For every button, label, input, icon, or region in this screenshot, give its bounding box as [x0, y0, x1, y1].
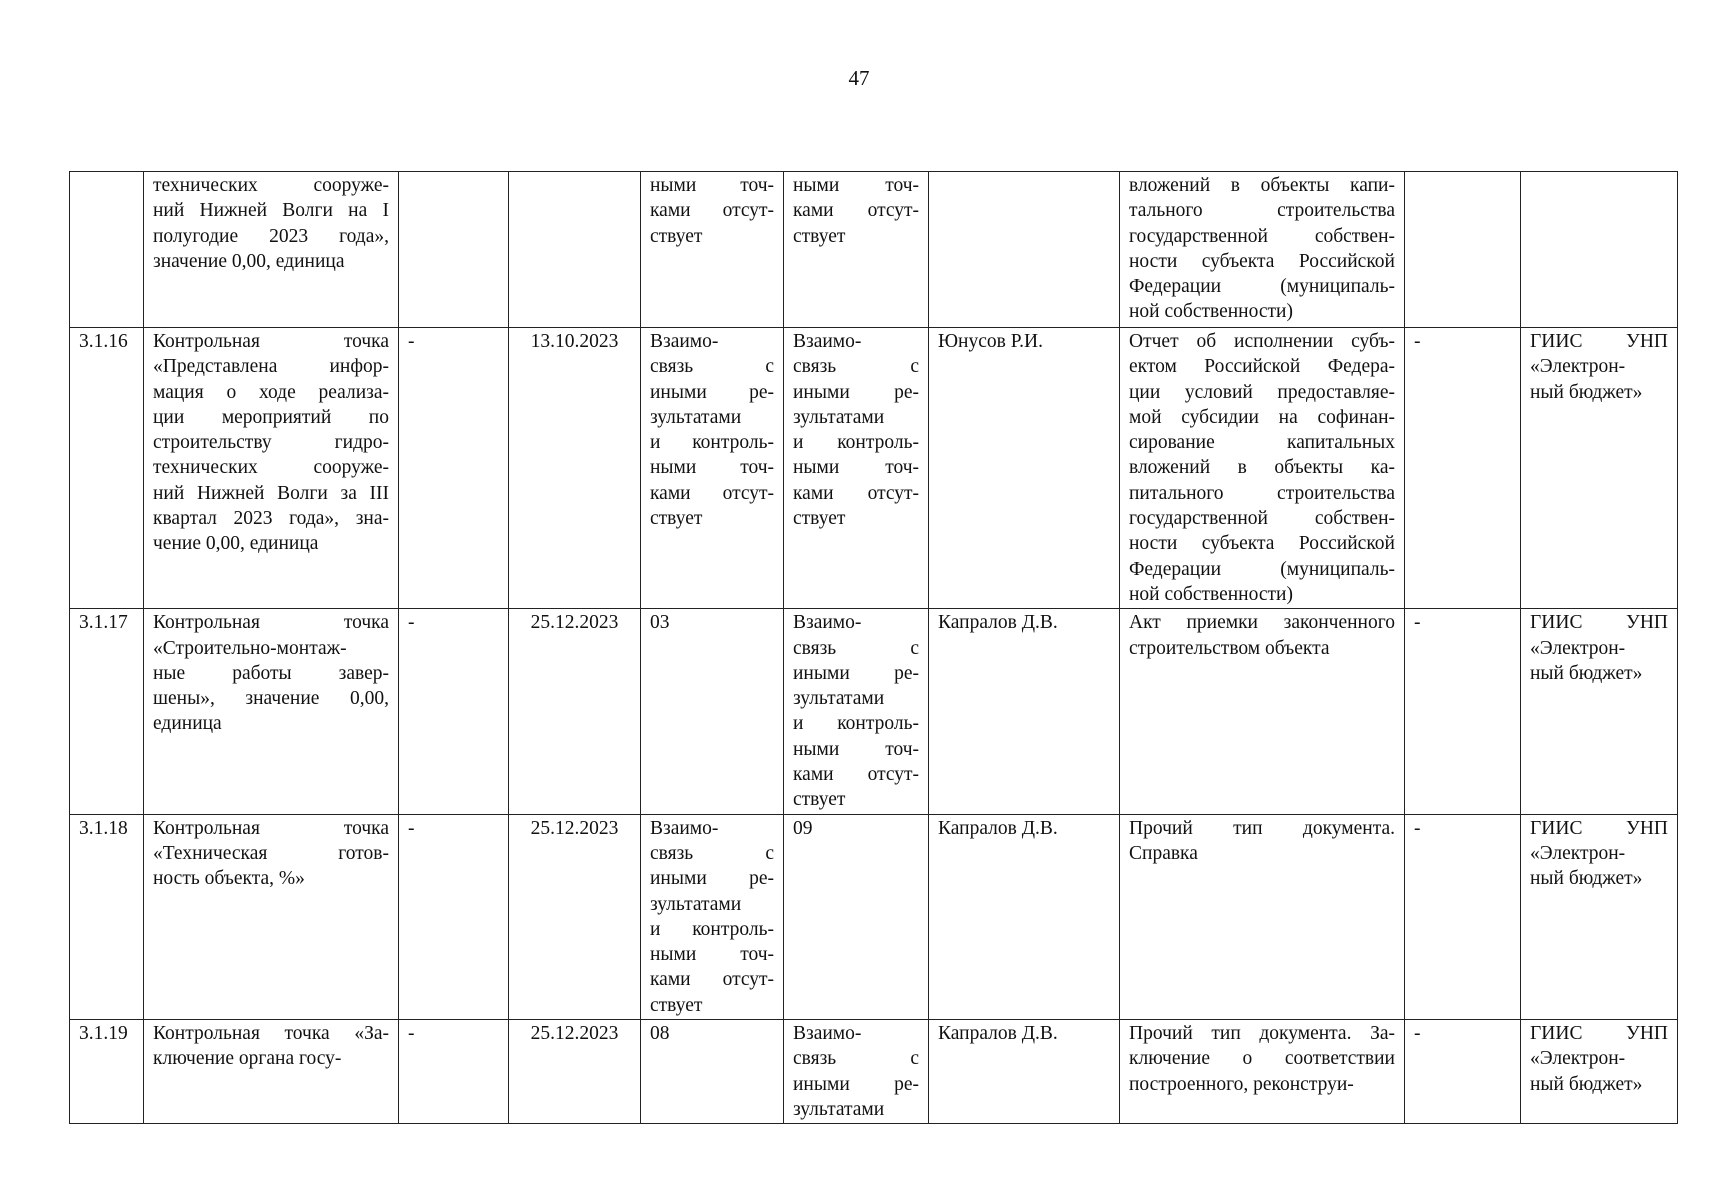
responsible-person: Капралов Д.В.: [929, 1020, 1120, 1124]
row-number: [70, 172, 144, 328]
information-system-line: «Электрон-: [1530, 356, 1626, 378]
predecessor-link-line: и контроль-: [650, 918, 774, 940]
predecessor-link: [641, 814, 784, 1019]
control-point-title-line: «Представлена инфор-: [153, 356, 389, 378]
confirming-document-line: строительством объекта: [1129, 637, 1330, 659]
successor-link-line: зультатами: [793, 688, 885, 710]
control-point-title-line: Контрольная точка «За-: [153, 1023, 389, 1045]
table-row: [70, 1020, 1678, 1124]
confirming-document-line: государственной собствен-: [1129, 225, 1395, 247]
base-value: [399, 172, 509, 328]
information-system-line: «Электрон-: [1530, 637, 1626, 659]
confirming-document-line: Прочий тип документа. За-: [1129, 1023, 1395, 1045]
predecessor-link-line: иными ре-: [650, 381, 774, 403]
row-number: 3.1.18: [70, 814, 144, 1019]
successor-link-line: ствует: [793, 225, 846, 247]
control-point-title-line: Контрольная точка: [153, 612, 389, 634]
due-date: 25.12.2023: [509, 609, 641, 814]
responsible-person: [929, 172, 1120, 328]
row-number: 3.1.19: [70, 1020, 144, 1124]
control-point-title-line: технических сооруже-: [153, 457, 389, 479]
table-body: [70, 172, 1678, 1124]
successor-link-line: Взаимо-: [793, 1023, 862, 1045]
confirming-document-line: Отчет об исполнении субъ-: [1129, 331, 1395, 352]
confirming-document-line: тального строительства: [1129, 200, 1395, 222]
confirming-document-line: ности субъекта Российской: [1129, 533, 1395, 555]
control-point-title-line: «Строительно-монтаж-: [153, 637, 347, 659]
successor-link-line: 09: [793, 817, 813, 839]
information-system-line: «Электрон-: [1530, 842, 1626, 864]
table-row: [70, 328, 1678, 609]
control-point-title: [144, 609, 399, 814]
information-system-line: ГИИС УНП: [1530, 331, 1668, 352]
confirming-document: [1120, 1020, 1405, 1124]
due-date: 25.12.2023: [509, 814, 641, 1019]
table-row: [70, 814, 1678, 1019]
confirming-document-line: ности субъекта Российской: [1129, 250, 1395, 272]
successor-link: [784, 172, 929, 328]
information-system-line: ГИИС УНП: [1530, 817, 1668, 839]
successor-link-line: ствует: [793, 789, 846, 811]
extra-value: [1405, 172, 1521, 328]
confirming-document-line: ной собственности): [1129, 301, 1293, 323]
control-point-title: [144, 328, 399, 609]
successor-link-line: ками отсут-: [793, 482, 919, 504]
confirming-document: [1120, 328, 1405, 609]
successor-link-line: ками отсут-: [793, 764, 919, 786]
information-system-line: «Электрон-: [1530, 1048, 1626, 1070]
control-point-title-line: значение 0,00, единица: [153, 250, 345, 272]
predecessor-link-line: ками отсут-: [650, 482, 774, 504]
information-system-line: ГИИС УНП: [1530, 1023, 1668, 1045]
predecessor-link-line: ствует: [650, 508, 703, 530]
successor-link: [784, 609, 929, 814]
successor-link-line: связь с: [793, 1048, 919, 1070]
control-point-title-line: единица: [153, 713, 222, 735]
predecessor-link-line: связь с: [650, 356, 774, 378]
confirming-document-line: ции условий предоставляе-: [1129, 381, 1395, 403]
information-system: [1521, 814, 1678, 1019]
responsible-person: Юнусов Р.И.: [929, 328, 1120, 609]
confirming-document-line: государственной собствен-: [1129, 508, 1395, 530]
predecessor-link-line: Взаимо-: [650, 331, 719, 352]
predecessor-link: [641, 1020, 784, 1124]
row-number: 3.1.17: [70, 609, 144, 814]
confirming-document-line: вложений в объекты ка-: [1129, 457, 1395, 479]
predecessor-link-line: 03: [650, 612, 670, 634]
confirming-document: [1120, 172, 1405, 328]
responsible-person: Капралов Д.В.: [929, 609, 1120, 814]
successor-link-line: ками отсут-: [793, 200, 919, 222]
confirming-document: [1120, 814, 1405, 1019]
control-point-title: [144, 1020, 399, 1124]
control-point-title-line: шены», значение 0,00,: [153, 688, 389, 710]
predecessor-link-line: Взаимо-: [650, 817, 719, 839]
page-number: 47: [848, 66, 870, 90]
confirming-document-line: Прочий тип документа.: [1129, 817, 1395, 839]
information-system-line: ный бюджет»: [1530, 1073, 1643, 1095]
successor-link-line: иными ре-: [793, 662, 919, 684]
control-point-title-line: ний Нижней Волги на I: [153, 200, 389, 222]
successor-link-line: зультатами: [793, 406, 885, 428]
control-point-title-line: «Техническая готов-: [153, 842, 389, 864]
control-points-table: [69, 171, 1678, 1124]
control-point-title: [144, 814, 399, 1019]
control-point-title-line: строительству гидро-: [153, 432, 389, 454]
responsible-person: Капралов Д.В.: [929, 814, 1120, 1019]
successor-link: [784, 1020, 929, 1124]
control-point-title-line: полугодие 2023 года»,: [153, 225, 389, 247]
confirming-document-line: вложений в объекты капи-: [1129, 175, 1395, 196]
successor-link-line: ными точ-: [793, 738, 919, 760]
due-date: 25.12.2023: [509, 1020, 641, 1124]
confirming-document: [1120, 609, 1405, 814]
confirming-document-line: Федерации (муниципаль-: [1129, 276, 1395, 298]
confirming-document-line: сирование капитальных: [1129, 432, 1395, 454]
successor-link-line: Взаимо-: [793, 331, 862, 352]
successor-link: [784, 328, 929, 609]
extra-value: -: [1405, 814, 1521, 1019]
predecessor-link-line: и контроль-: [650, 432, 774, 454]
information-system-line: ГИИС УНП: [1530, 612, 1668, 634]
information-system-line: ный бюджет»: [1530, 662, 1643, 684]
information-system: [1521, 609, 1678, 814]
confirming-document-line: питального строительства: [1129, 482, 1395, 504]
successor-link-line: связь с: [793, 356, 919, 378]
extra-value: -: [1405, 328, 1521, 609]
information-system: [1521, 328, 1678, 609]
predecessor-link-line: 08: [650, 1023, 670, 1045]
successor-link-line: и контроль-: [793, 713, 919, 735]
confirming-document-line: ектом Российской Федера-: [1129, 356, 1395, 378]
base-value: -: [399, 328, 509, 609]
control-point-title-line: ции мероприятий по: [153, 406, 389, 428]
predecessor-link-line: зультатами: [650, 406, 742, 428]
predecessor-link-line: ными точ-: [650, 944, 774, 966]
control-point-title-line: квартал 2023 года», зна-: [153, 508, 389, 530]
confirming-document-line: Справка: [1129, 842, 1198, 864]
confirming-document-line: Федерации (муниципаль-: [1129, 558, 1395, 580]
predecessor-link-line: связь с: [650, 842, 774, 864]
predecessor-link-line: ствует: [650, 994, 703, 1016]
successor-link: [784, 814, 929, 1019]
successor-link-line: иными ре-: [793, 381, 919, 403]
control-point-title-line: чение 0,00, единица: [153, 533, 319, 555]
predecessor-link: [641, 609, 784, 814]
control-point-title: [144, 172, 399, 328]
extra-value: -: [1405, 1020, 1521, 1124]
information-system-line: ный бюджет»: [1530, 381, 1643, 403]
successor-link-line: ными точ-: [793, 457, 919, 479]
base-value: -: [399, 1020, 509, 1124]
confirming-document-line: мой субсидии на софинан-: [1129, 406, 1395, 428]
predecessor-link-line: иными ре-: [650, 868, 774, 890]
due-date: 13.10.2023: [509, 328, 641, 609]
successor-link-line: зультатами: [793, 1098, 885, 1120]
control-point-title-line: Контрольная точка: [153, 331, 389, 352]
predecessor-link-line: ствует: [650, 225, 703, 247]
table-row: [70, 609, 1678, 814]
control-point-title-line: ключение органа госу-: [153, 1048, 342, 1070]
control-point-title-line: Контрольная точка: [153, 817, 389, 839]
predecessor-link-line: ными точ-: [650, 457, 774, 479]
base-value: -: [399, 609, 509, 814]
base-value: -: [399, 814, 509, 1019]
confirming-document-line: построенного, реконструи-: [1129, 1073, 1354, 1095]
control-point-title-line: технических сооруже-: [153, 175, 389, 196]
row-number: 3.1.16: [70, 328, 144, 609]
information-system-line: ный бюджет»: [1530, 868, 1643, 890]
extra-value: -: [1405, 609, 1521, 814]
information-system: [1521, 1020, 1678, 1124]
control-point-title-line: ний Нижней Волги за III: [153, 482, 389, 504]
control-point-title-line: ность объекта, %»: [153, 868, 305, 890]
due-date: [509, 172, 641, 328]
predecessor-link-line: ными точ-: [650, 175, 774, 196]
predecessor-link: [641, 328, 784, 609]
predecessor-link: [641, 172, 784, 328]
confirming-document-line: Акт приемки законченного: [1129, 612, 1395, 634]
control-point-title-line: мация о ходе реализа-: [153, 381, 389, 403]
predecessor-link-line: зультатами: [650, 893, 742, 915]
successor-link-line: Взаимо-: [793, 612, 862, 634]
successor-link-line: ными точ-: [793, 175, 919, 196]
confirming-document-line: ной собственности): [1129, 583, 1293, 605]
confirming-document-line: ключение о соответствии: [1129, 1048, 1395, 1070]
successor-link-line: связь с: [793, 637, 919, 659]
successor-link-line: и контроль-: [793, 432, 919, 454]
successor-link-line: иными ре-: [793, 1073, 919, 1095]
predecessor-link-line: ками отсут-: [650, 200, 774, 222]
successor-link-line: ствует: [793, 508, 846, 530]
control-point-title-line: ные работы завер-: [153, 662, 389, 684]
table-row: [70, 172, 1678, 328]
predecessor-link-line: ками отсут-: [650, 969, 774, 991]
information-system: [1521, 172, 1678, 328]
